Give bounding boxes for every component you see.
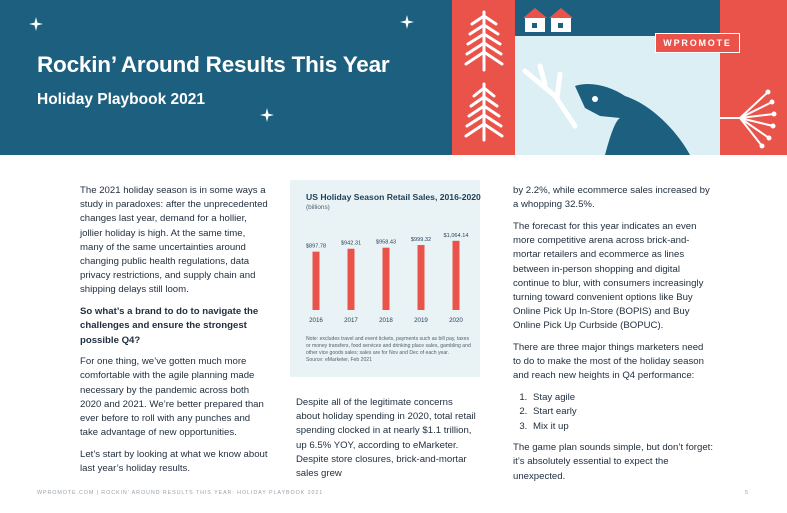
sparkle-icon — [260, 108, 274, 122]
paragraph: Despite all of the legitimate concerns about holiday spending in 2020, total retail spending clocked in at nearly $1.1 trillion, up 6.5% YOY, according to eMarketer. Despite store closures, brick-and-mortar sales grew — [296, 397, 476, 480]
footer-text: WPROMOTE.COM | ROCKIN’ AROUND RESULTS THIS YEAR: HOLIDAY PLAYBOOK 2021 — [37, 490, 324, 496]
chart-data-label: $958.43 — [375, 239, 397, 246]
chart-tick-label: 2016 — [309, 317, 323, 324]
paragraph: by 2.2%, while ecommerce sales increased by a whopping 32.5%. — [513, 185, 710, 211]
tile-ornament — [720, 0, 787, 155]
chart-bar-2017 — [348, 249, 355, 310]
retail-sales-chart — [290, 180, 480, 377]
chart-tick-label: 2020 — [449, 317, 463, 324]
tile-trees — [452, 0, 515, 155]
chart-data-label: $1,064.14 — [443, 232, 469, 239]
paragraph: For one thing, we’ve gotten much more comfortable with the agile planning made necessary by the pandemic across both 2020 and 2021. We’re better prepared than ever before to roll with any punches and take advantage of new opportunities. — [80, 356, 264, 439]
paragraph: The game plan sounds simple, but don’t forget: it’s absolutely essential to expect the unexpected. — [513, 442, 713, 482]
tile-teal — [580, 0, 720, 36]
chart-tick-label: 2018 — [379, 317, 393, 324]
chart-title: US Holiday Season Retail Sales, 2016-2020 — [306, 192, 481, 202]
chart-data-label: $897.78 — [305, 243, 327, 250]
text-column-1 — [80, 184, 268, 484]
tile-houses — [515, 0, 580, 36]
chart-bar-2018 — [383, 248, 390, 310]
paragraph: The forecast for this year indicates an even more competitive arena across brick-and-mortar retailers and ecommerce as lines between in-person shopping and digital continue to blur, with consumers increasingly turning toward convenient options like Buy Online Pick Up In-Store (BOPIS) and Buy Online Pick Up Curbside (BOPUC). — [513, 220, 704, 332]
sparkle-icon — [29, 17, 43, 31]
paragraph: Let’s start by looking at what we know about last year’s holiday results. — [80, 448, 268, 475]
pine-tree-icon — [452, 0, 515, 155]
brand-logo: WPROMOTE — [655, 33, 740, 53]
text-column-3 — [513, 184, 713, 491]
list-item: 3. Mix it up — [530, 420, 713, 434]
page-title: Rockin’ Around Results This Year — [37, 52, 390, 77]
chart-data-label: $942.31 — [340, 240, 362, 247]
chart-tick-label: 2019 — [414, 317, 428, 324]
list-item: 2. Start early — [530, 405, 713, 419]
chart-data-label: $999.32 — [410, 237, 432, 244]
house-icon — [515, 0, 580, 36]
tile-reindeer — [515, 36, 720, 155]
chart-subtitle: (billions) — [306, 204, 330, 211]
chart-tick-label: 2017 — [344, 317, 358, 324]
chart-bar-2016 — [313, 252, 320, 310]
page-number: 5 — [745, 490, 748, 496]
chart-bar-2019 — [418, 245, 425, 310]
chart-note-text: Note: excludes travel and event tickets, payments such as bill pay, taxes or money transfers, food services and drinking place sales, gambling and other vice goods sales; sales are for Nov and Dec of each year. — [306, 336, 471, 356]
page-subtitle: Holiday Playbook 2021 — [37, 91, 205, 108]
chart-bar-2020 — [453, 241, 460, 310]
ornament-icon — [720, 0, 787, 155]
action-list — [530, 391, 713, 434]
paragraph: The 2021 holiday season is in some ways a study in paradoxes: after the unprecedented changes last year, demand for a hollier, jollier holiday is high. At the same time, many of the same uncertainties around changing public health regulations, data privacy restrictions, and supply chain and shipping delays still loom. — [80, 185, 268, 296]
chart-source: Source: eMarketer, Feb 2021 — [306, 356, 372, 363]
sparkle-icon — [400, 15, 414, 29]
list-item: 1. Stay agile — [530, 391, 713, 405]
paragraph-bold: So what’s a brand to do to navigate the challenges and ensure the strongest possible Q4? — [80, 306, 259, 346]
text-column-2 — [296, 396, 476, 489]
chart-note — [306, 336, 472, 364]
reindeer-icon — [515, 36, 720, 155]
hero-banner — [0, 0, 787, 155]
paragraph: There are three major things marketers need to do to make the most of the holiday season and reach new heights in Q4 performance: — [513, 342, 704, 382]
